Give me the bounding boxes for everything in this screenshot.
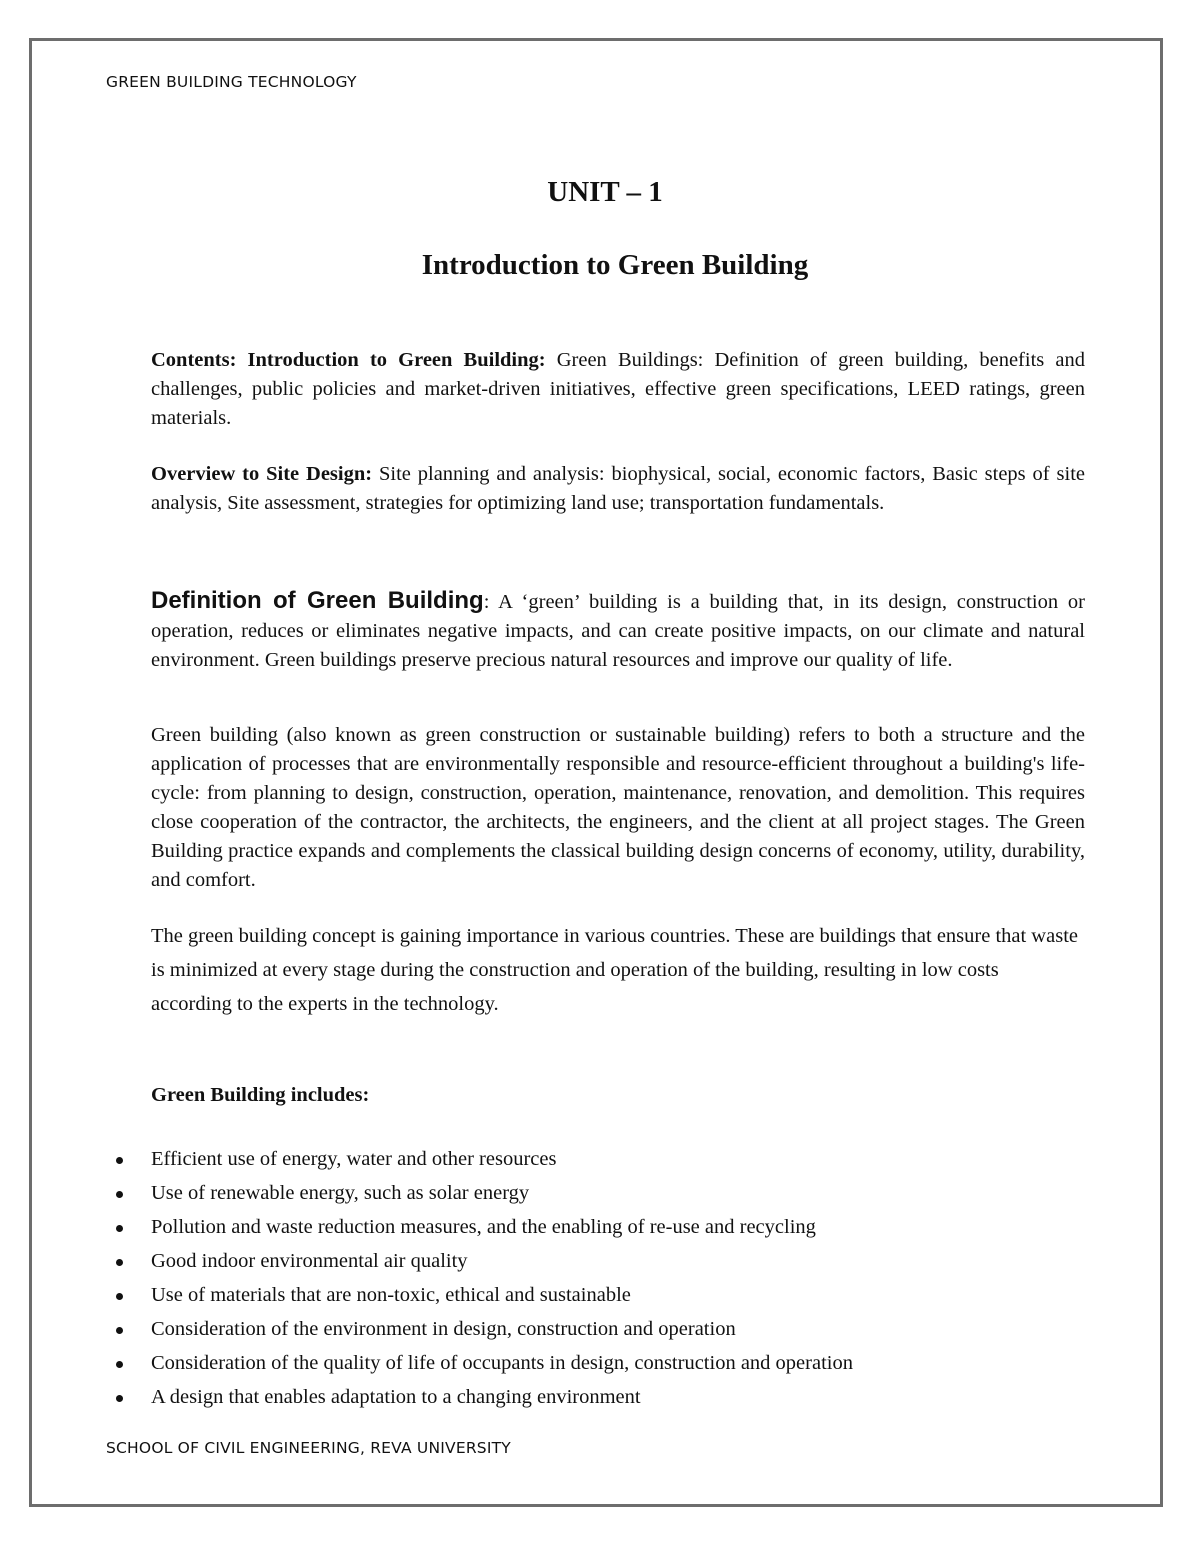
overview-label: Overview to Site Design: xyxy=(151,463,373,485)
page-title: Introduction to Green Building xyxy=(421,249,809,281)
overview-text: Site planning and analysis: biophysical, social, economic factors, Basic steps of site analysis, Site assessment, strategies for optimizing land use; transportation fundamentals. xyxy=(151,463,1085,514)
list-item-text: Use of materials that are non-toxic, ethical and sustainable xyxy=(151,1284,631,1306)
page-footer: SCHOOL OF CIVIL ENGINEERING, REVA UNIVERSITY xyxy=(106,1439,511,1457)
list-item-text: A design that enables adaptation to a changing environment xyxy=(151,1386,641,1408)
bullet-icon xyxy=(116,1191,123,1198)
list-item xyxy=(0,1281,853,1315)
list-item xyxy=(0,1247,853,1281)
bullet-icon xyxy=(116,1225,123,1232)
bullet-icon xyxy=(116,1395,123,1402)
includes-heading: Green Building includes: xyxy=(151,1084,370,1106)
list-item xyxy=(0,1179,853,1213)
list-item-text: Efficient use of energy, water and other resources xyxy=(151,1148,557,1170)
bullet-icon xyxy=(116,1259,123,1266)
list-item-text: Good indoor environmental air quality xyxy=(151,1250,468,1272)
contents-label: Contents: Introduction to Green Building: xyxy=(151,349,546,371)
list-item-text: Pollution and waste reduction measures, and the enabling of re-use and recycling xyxy=(151,1216,816,1238)
bullet-icon xyxy=(116,1293,123,1300)
list-item xyxy=(0,1349,853,1383)
list-item-text: Consideration of the quality of life of occupants in design, construction and operation xyxy=(151,1352,853,1374)
list-item xyxy=(0,1315,853,1349)
list-item xyxy=(0,1213,853,1247)
list-item-text: Consideration of the environment in design, construction and operation xyxy=(151,1318,736,1340)
includes-list xyxy=(0,1145,853,1417)
page-header: GREEN BUILDING TECHNOLOGY xyxy=(106,73,357,91)
paragraph-green-building: Green building (also known as green construction or sustainable building) refers to both a structure and the application of processes that are environmentally responsible and resource-efficient throughout a building's life-cycle: from planning to design, construction, operation, maintenance, renovation, and demolition. This requires close cooperation of the contractor, the architects, the engineers, and the client at all project stages. The Green Building practice expands and complements the classical building design concerns of economy, utility, durability, and comfort. xyxy=(151,724,1085,891)
bullet-icon xyxy=(116,1327,123,1334)
list-item xyxy=(0,1383,853,1417)
definition-label: Definition of Green Building xyxy=(151,587,484,614)
definition-text: : A ‘green’ building is a building that, in its design, construction or operation, reduces or eliminates negative impacts, and can create positive impacts, on our climate and natural environment. Green buildings preserve precious natural resources and improve our quality of life. xyxy=(151,591,1085,671)
paragraph-concept: The green building concept is gaining importance in various countries. These are buildings that ensure that waste is minimized at every stage during the construction and operation of the building, resulting in low costs according to the experts in the technology. xyxy=(151,925,1078,1015)
definition-paragraph xyxy=(151,586,1085,675)
list-item xyxy=(0,1145,853,1179)
contents-paragraph xyxy=(151,346,1085,433)
bullet-icon xyxy=(116,1361,123,1368)
bullet-icon xyxy=(116,1157,123,1164)
contents-text: Green Buildings: Definition of green building, benefits and challenges, public policies and market-driven initiatives, effective green specifications, LEED ratings, green materials. xyxy=(151,349,1085,429)
overview-paragraph xyxy=(151,460,1085,518)
unit-heading: UNIT – 1 xyxy=(547,176,663,208)
list-item-text: Use of renewable energy, such as solar energy xyxy=(151,1182,530,1204)
